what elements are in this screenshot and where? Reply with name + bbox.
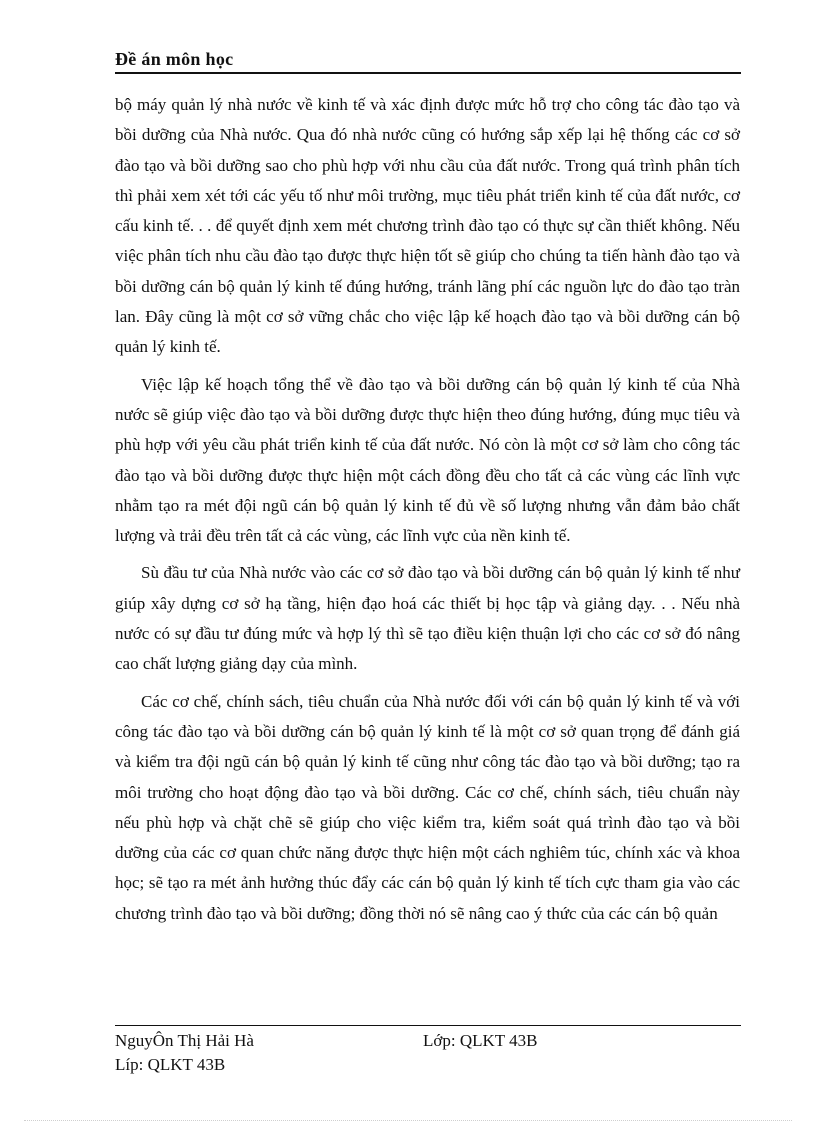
page-header-title: Đề án môn học <box>115 49 234 69</box>
footer-author: NguyÔn Thị Hải Hà <box>115 1031 254 1050</box>
header-divider <box>115 72 741 74</box>
paragraph-3: Sù đầu tư của Nhà nước vào các cơ sở đào tạo và bồi dưỡng cán bộ quản lý kinh tế như giúp xây dựng cơ sở hạ tầng, hiện đạo hoá các thiết bị học tập và giảng dạy. . . Nếu nhà nước có sự đầu tư đúng mức và hợp lý thì sẽ tạo điều kiện thuận lợi cho các cơ sở đó nâng cao chất lượng giảng dạy của mình. <box>115 563 740 674</box>
footer-class-left: Líp: QLKT 43B <box>115 1055 226 1074</box>
paragraph-4: Các cơ chế, chính sách, tiêu chuẩn của Nhà nước đối với cán bộ quản lý kinh tế và với công tác đào tạo và bồi dưỡng cán bộ quản lý kinh tế là một cơ sở quan trọng để đánh giá và kiểm tra đội ngũ cán bộ quản lý kinh tế cũng như công tác đào tạo và bồi dưỡng; tạo ra môi trường cho hoạt động đào tạo và bồi dưỡng. Các cơ chế, chính sách, tiêu chuẩn này nếu phù hợp và chặt chẽ sẽ giúp cho việc kiểm tra, kiểm soát quá trình đào tạo và bồi dưỡng của các cơ quan chức năng được thực hiện một cách nghiêm túc, chính xác và khoa học; sẽ tạo ra mét ảnh hưởng thúc đẩy các cán bộ quản lý kinh tế tích cực tham gia vào các chương trình đào tạo và bồi dưỡng; đồng thời nó sẽ nâng cao ý thức của các cán bộ quản <box>115 691 740 923</box>
footer-class-right: Lớp: QLKT 43B <box>423 1031 538 1050</box>
footer-divider <box>115 1025 741 1026</box>
page-bottom-edge <box>24 1120 792 1121</box>
paragraph-2: Việc lập kế hoạch tổng thể về đào tạo và bồi dưỡng cán bộ quản lý kinh tế của Nhà nước sẽ giúp việc đào tạo và bồi dưỡng được thực hiện theo đúng hướng, đúng mục tiêu và phù hợp với yêu cầu phát triển kinh tế của đất nước. Nó còn là một cơ sở làm cho công tác đào tạo và bồi dưỡng được thực hiện một cách đồng đều cho tất cả các vùng các lĩnh vực nhằm tạo ra mét đội ngũ cán bộ quản lý kinh tế đủ về số lượng nhưng vẫn đảm bảo chất lượng và trải đều trên tất cả các vùng, các lĩnh vực của nền kinh tế. <box>115 374 740 546</box>
document-body <box>115 90 740 936</box>
paragraph-1: bộ máy quản lý nhà nước về kinh tế và xác định được mức hỗ trợ cho công tác đào tạo và bồi dưỡng của Nhà nước. Qua đó nhà nước cũng có hướng sắp xếp lại hệ thống các cơ sở đào tạo và bồi dưỡng sao cho phù hợp với nhu cầu của đất nước. Trong quá trình phân tích thì phải xem xét tới các yếu tố như môi trường, mục tiêu phát triển kinh tế của đất nước, cơ cấu kinh tế. . . để quyết định xem mét chương trình đào tạo có thực sự cần thiết không. Nếu việc phân tích nhu cầu đào tạo được thực hiện tốt sẽ giúp cho chúng ta tiến hành đào tạo và bồi dưỡng cán bộ quản lý kinh tế đúng hướng, tránh lãng phí các nguồn lực do đào tạo tràn lan. Đây cũng là một cơ sở vững chắc cho việc lập kế hoạch đào tạo và bồi dưỡng cán bộ quản lý kinh tế. <box>115 95 740 357</box>
